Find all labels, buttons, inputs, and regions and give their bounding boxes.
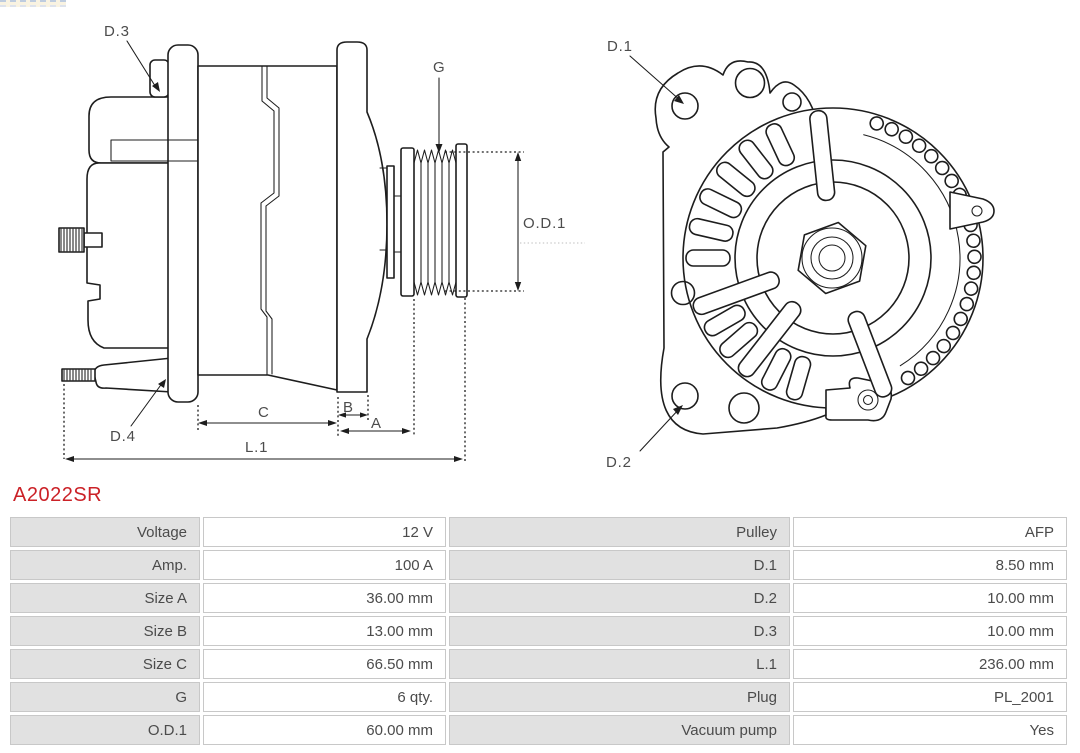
pulley-groove-lines [421,163,449,282]
spec-value-cell: 12 V [203,517,446,547]
spec-value-cell: 13.00 mm [203,616,446,646]
dim-label-d1: D.1 [607,38,633,55]
part-number: A2022SR [13,484,103,506]
dim-label-od1: O.D.1 [523,215,567,232]
spec-label-cell: Pulley [449,517,790,547]
dim-label-d3: D.3 [104,23,130,40]
spec-value-cell: 60.00 mm [203,715,446,745]
table-row [10,682,1067,712]
pulley-grooves-bottom [414,282,456,295]
spec-label-cell: D.2 [449,583,790,613]
table-row [10,616,1067,646]
spec-label-cell: Vacuum pump [449,715,790,745]
spec-value-cell: 6 qty. [203,682,446,712]
dim-label-d4: D.4 [110,428,136,445]
table-row [10,715,1067,745]
spec-value-cell: PL_2001 [793,682,1067,712]
dim-label-g: G [433,59,446,76]
spec-value-cell: 36.00 mm [203,583,446,613]
flange [168,45,198,402]
spec-label-cell: L.1 [449,649,790,679]
rear-housing-outline [87,163,172,348]
spec-label-cell: Amp. [10,550,200,580]
d2-leader [640,408,680,451]
spec-value-cell: 10.00 mm [793,583,1067,613]
spec-label-cell: Plug [449,682,790,712]
spec-label-cell: Size A [10,583,200,613]
spec-label-cell: Voltage [10,517,200,547]
shaft-plate [387,166,394,278]
spec-label-cell: D.1 [449,550,790,580]
dim-label-d2: D.2 [606,454,632,471]
spec-value-cell: 8.50 mm [793,550,1067,580]
spec-label-cell: O.D.1 [10,715,200,745]
table-row [10,550,1067,580]
terminal-stud [59,228,84,252]
front-bracket-outline [337,42,387,392]
front-view-drawing [606,38,994,471]
spec-value-cell: 10.00 mm [793,616,1067,646]
spec-value-cell: Yes [793,715,1067,745]
dim-label-b: B [343,399,354,416]
spec-value-cell: 66.50 mm [203,649,446,679]
table-row [10,517,1067,547]
spec-value-cell: 100 A [203,550,446,580]
pulley-left-rim [401,148,414,296]
table-row [10,649,1067,679]
spec-value-cell: AFP [793,517,1067,547]
spec-label-cell: Size B [10,616,200,646]
spec-label-cell: D.3 [449,616,790,646]
rear-cap-outline [89,97,172,163]
spec-table [7,514,1070,748]
side-view-drawing [59,23,585,462]
spec-value-cell: 236.00 mm [793,649,1067,679]
spec-label-cell: G [10,682,200,712]
dim-label-l1: L.1 [245,439,269,456]
spec-label-cell: Size C [10,649,200,679]
dim-label-a: A [371,415,382,432]
terminal-block [84,233,102,247]
lower-block-outline [94,358,172,392]
table-row [10,583,1067,613]
dim-label-c: C [258,404,270,421]
pulley-right-rim [456,144,467,297]
